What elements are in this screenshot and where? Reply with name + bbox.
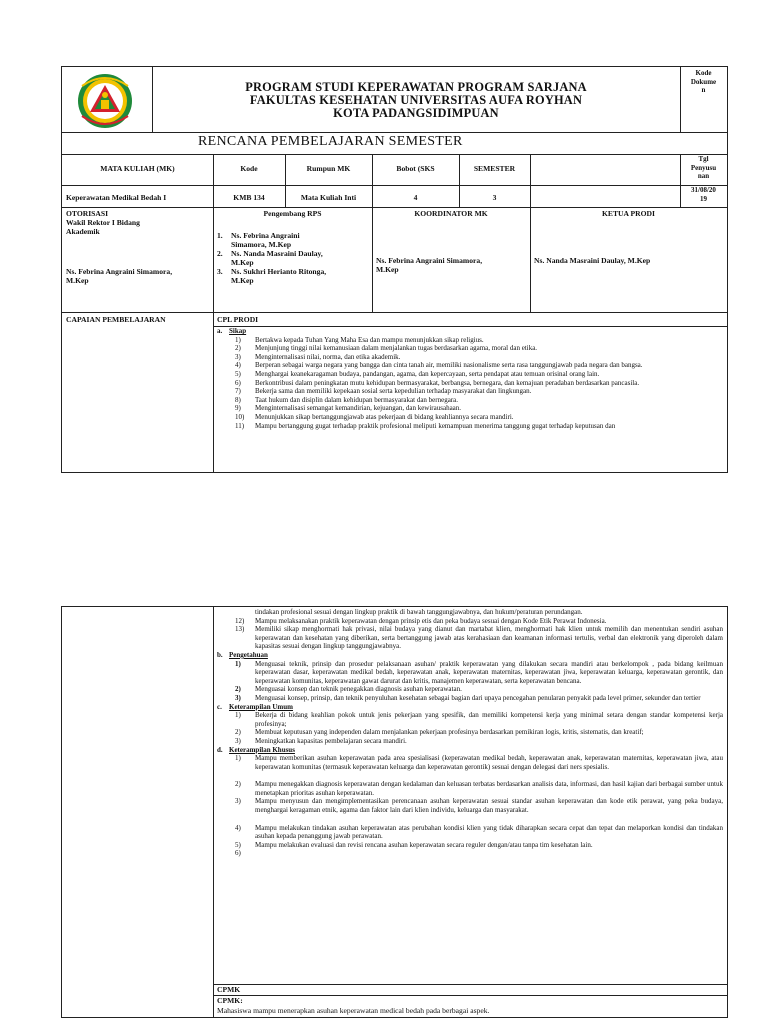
cpl-prodi-label: CPL PRODI (217, 315, 259, 324)
cpmk-label-2: CPMK: (217, 996, 243, 1005)
koordinator-name: Ns. Febrina Angraini Simamora, M.Kep (376, 256, 483, 274)
list-item: 5) Mampu melakukan evaluasi dan revisi rencana asuhan keperawatan secara reguler dengan/atau tanpa tim kesehatan lain. (235, 840, 593, 849)
section-keterampilan-umum: c. Keterampilan Umum (217, 702, 293, 711)
list-item: 4) Berperan sebagai warga negara yang bangga dan cinta tanah air, memiliki nasionalisme serta rasa tanggungjawab pada negara dan bangsa. (235, 361, 643, 370)
col-kode: Kode (240, 164, 258, 173)
otorisasi-block (66, 209, 211, 236)
list-item-continued: tindakan profesional sesuai dengan lingkup praktik di bawah tanggungjawabnya, dan hukum/peraturan perundangan. (255, 608, 583, 616)
list-item: 12) Mampu melaksanakan praktik keperawatan dengan prinsip etis dan peka budaya sesuai dengan Kode Etik Perawat Indonesia. (235, 616, 607, 625)
list-item: 3. Ns. Sukhri Herianto Ritonga, M.Kep (217, 267, 327, 285)
cell-rumpun: Mata Kuliah Inti (300, 193, 357, 202)
list-item: 2) Membuat keputusan yang independen dalam menjalankan pekerjaan profesinya berdasarkan pemikiran logis, kritis, sistematis, dan kreatif; (235, 728, 644, 737)
capaian-label: CAPAIAN PEMBELAJARAN (66, 315, 166, 324)
cell-bobot: 4 (413, 193, 418, 202)
cpl-list-page1 (217, 327, 723, 430)
koordinator-label: KOORDINATOR MK (414, 209, 488, 218)
list-item: 2) Mampu menegakkan diagnosis keperawatan dengan kedalaman dan keluasan terbatas berdasarkan analisis data, informasi, dan hasil kajian dari berbagai sumber untuk menetapkan prioritas asuhan keperawatan. (235, 780, 723, 797)
kode-dokumen-label: Kode Dokume n (690, 69, 717, 95)
document-page-1 (61, 66, 728, 473)
list-item: 2. Ns. Nanda Masraini Daulay, M.Kep (217, 249, 323, 267)
list-item: 1) Bekerja di bidang keahlian pokok untuk jenis pekerjaan yang spesifik, dan memiliki kompetensi kerja yang minimal setara dengan standar kompetensi kerja profesinya; (235, 711, 723, 728)
otorisasi-name: Ns. Febrina Angraini Simamora, M.Kep (66, 267, 173, 285)
list-item: 3) Meningkatkan kapasitas pembelajaran secara mandiri. (235, 736, 407, 745)
cell-kode: KMB 134 (233, 193, 265, 202)
section-pengetahuan: b. Pengetahuan (217, 650, 268, 659)
list-item: 2) Menjunjung tinggi nilai kemanusiaan dalam menjalankan tugas berdasarkan agama, moral dan etika. (235, 344, 538, 353)
cpmk-label: CPMK (217, 985, 241, 994)
document-title: RENCANA PEMBELAJARAN SEMESTER (198, 134, 463, 149)
cell-semester: 3 (492, 193, 497, 202)
list-item: 1) Mampu memberikan asuhan keperawatan pada area spesialisasi (keperawatan medikal bedah, keperawatan anak, keperawatan maternitas, keperawatan jiwa, atau keperawatan komunitas (termasuk keperawatan keluarga dan keperawatan gerontik) sesuai dengan delegasi dari ners spesialis. (235, 754, 723, 771)
list-item: 10) Menunjukkan sikap bertanggungjawab atas pekerjaan di bidang keahliannya secara mandiri. (235, 412, 514, 421)
cell-mata-kuliah: Keperawatan Medikal Bedah I (66, 193, 167, 202)
list-item: 7) Bekerja sama dan memiliki kepekaan sosial serta kepedulian terhadap masyarakat dan lingkungan. (235, 387, 532, 396)
list-item: 13) Memiliki sikap menghormati hak privasi, nilai budaya yang dianut dan martabat klien, menghormati hak klien untuk memilih dan menentukan sendiri asuhan keperawatan dan kesehatan yang diberikan, serta bertanggung jawab atas kerahasiaan dan keamanan informasi tertulis, verbal dan elektronik yang diperoleh dalam kapasitas sesuai dengan lingkup tanggungjawabnya. (235, 625, 723, 651)
pengembang-label: Pengembang RPS (263, 209, 322, 218)
list-item: 1) Bertakwa kepada Tuhan Yang Maha Esa dan mampu menunjukkan sikap religius. (235, 335, 484, 344)
faculty-title: FAKULTAS KESEHATAN UNIVERSITAS AUFA ROYHAN (249, 93, 583, 107)
otorisasi-label: OTORISASI (66, 209, 109, 218)
city-title: KOTA PADANGSIDIMPUAN (333, 106, 499, 120)
col-bobot: Bobot (SKS (396, 164, 435, 173)
list-item: 2) Menguasai konsep dan teknik penegakkan diagnosis asuhan keperawatan. (235, 685, 462, 694)
wakil-rektor-line: Wakil Rektor I Bidang (66, 218, 140, 227)
list-item: 9) Menginternalisasi semangat kemandirian, kejuangan, dan kewirausahaan. (235, 404, 462, 413)
list-item: 6) Berkontribusi dalam peningkatan mutu kehidupan bermasyarakat, berbangsa, bernegara, dan kemajuan peradaban berdasarkan pancasila. (235, 378, 640, 387)
ketua-name: Ns. Nanda Masraini Daulay, M.Kep (534, 256, 651, 265)
list-item: 5) Menghargai keanekaragaman budaya, pandangan, agama, dan kepercayaan, serta pendapat atau temuan orisinal orang lain. (235, 369, 600, 378)
program-title: PROGRAM STUDI KEPERAWATAN PROGRAM SARJANA (245, 80, 587, 94)
list-item: 8) Taat hukum dan disiplin dalam kehidupan bermasyarakat dan bernegara. (235, 395, 459, 404)
col-rumpun: Rumpun MK (306, 164, 351, 173)
list-item: 1) Menguasai teknik, prinsip dan prosedur pelaksanaan asuhan/ praktik keperawatan yang dilakukan secara mandiri atau berkelompok , pada bidang keilmuan keperawatan dasar, keperawatan medikal bedah, keperawatan anak, keperawatan maternitas, keperawatan jiwa, keperawatan keluarga, keperawatan gerontik, dan keperawatan komunitas, keperawatan gawat darurat dan kritis, manajemen keperawatan, serta keperawatan bencana. (235, 659, 723, 685)
wakil-rektor-line: Akademik (66, 227, 100, 236)
col-tgl-penyusunan: Tgl Penyusu nan (690, 155, 717, 181)
document-page-2 (61, 606, 728, 1018)
list-item: 3) Menguasai konsep, prinsip, dan teknik penyuluhan kesehatan sebagai bagian dari upaya pencegahan penularan penyakit pada level primer, sekunder dan tertier (235, 693, 701, 702)
cell-tgl-penyusunan: 31/08/20 19 (691, 186, 716, 203)
cpmk-text: Mahasiswa mampu menerapkan asuhan keperawatan medical bedah pada berbagai aspek. (217, 1006, 490, 1015)
list-item: 3) Menginternalisasi nilai, norma, dan etika akademik. (235, 352, 401, 361)
list-item: 1. Ns. Febrina Angraini Simamora, M.Kep (217, 231, 300, 249)
list-item: 3) Mampu menyusun dan mengimplementasikan perencanaan asuhan keperawatan sesuai standar asuhan keperawatan dan kode etik perawat, yang peka budaya, menghargai keragaman etnik, agama dan faktor lain dari klien individu, keluarga dan masyarakat. (235, 797, 723, 815)
pengembang-list (217, 231, 370, 285)
col-semester: SEMESTER (473, 164, 516, 173)
ketua-label: KETUA PRODI (602, 209, 655, 218)
col-mata-kuliah: MATA KULIAH (MK) (100, 164, 175, 173)
section-sikap: a. Sikap (217, 327, 247, 335)
cpl-list-page2: tindakan profesional sesuai dengan lingkup praktik di bawah tanggungjawabnya, dan hukum/peraturan perundangan. 12) Mampu melaksanakan praktik keperawatan dengan prinsip etis dan peka budaya sesuai dengan Kode Etik Perawat Indonesia. 13) Memiliki sikap menghormati hak privasi, nilai budaya yang dianut dan martabat klien, menghormati hak klien untuk memilih dan menentukan sendiri asuhan keperawatan dan kesehatan yang diberikan, serta bertanggung jawab atas kerahasiaan dan keamanan informasi tertulis, verbal dan elektronik yang diperoleh dalam kapasitas sesuai dengan lingkup tanggungjawabnya. b. Pengetahuan 1) Menguasai teknik, prinsip dan prosedur pelaksanaan asuhan/ praktik keperawatan yang dilakukan secara mandiri atau berkelompok , pada bidang keilmuan keperawatan dasar, keperawatan medikal bedah, keperawatan anak, keperawatan maternitas, keperawatan jiwa, keperawatan keluarga, keperawatan gerontik, dan keperawatan komunitas, keperawatan gawat darurat dan kritis, manajemen keperawatan, serta keperawatan bencana. 2) Menguasai konsep dan teknik penegakkan diagnosis asuhan keperawatan. 3) Menguasai konsep, prinsip, dan teknik penyuluhan kesehatan sebagai bagian dari upaya pencegahan penularan penyakit pada level primer, sekunder dan tertier c. Keterampilan Umum 1) Bekerja di bidang keahlian pokok untuk jenis pekerjaan yang spesifik, dan memiliki kompetensi kerja yang minimal setara dengan standar kompetensi kerja profesinya; 2) Membuat keputusan yang independen dalam menjalankan pekerjaan profesinya berdasarkan pemikiran logis, kritis, sistematis, dan kreatif; 3) Meningkatkan kapasitas pembelajaran secara mandiri. d. Keterampilan Khusus 1) Mampu memberikan asuhan keperawatan pada area spesialisasi (keperawatan medikal bedah, keperawatan anak, keperawatan maternitas, keperawatan jiwa, atau keperawatan komunitas (termasuk keperawatan keluarga dan keperawatan gerontik) sesuai dengan delegasi dari ners spesialis. 2) Mampu menegakkan diagnosis keperawatan dengan kedalaman dan keluasan terbatas berdasarkan analisis data, informasi, dan hasil kajian dari berbagai sumber untuk menetapkan prioritas asuhan keperawatan. 3) Mampu menyusun dan mengimplementasikan perencanaan asuhan keperawatan sesuai standar asuhan keperawatan dan kode etik perawat, yang peka budaya, menghargai keragaman etnik, agama dan faktor lain dari klien individu, keluarga dan masyarakat. 4) Mampu melakukan tindakan asuhan keperawatan atas perubahan kondisi klien yang tidak diharapkan secara cepat dan tepat dan melaporkan kondisi dan tindakan asuhan kepada penanggung jawab perawatan. 5) Mampu melakukan evaluasi dan revisi rencana asuhan keperawatan secara reguler dengan/atau tanpa tim kesehatan lain. 6) (217, 608, 723, 858)
list-item: 4) Mampu melakukan tindakan asuhan keperawatan atas perubahan kondisi klien yang tidak diharapkan secara cepat dan tepat dan melaporkan kondisi dan tindakan asuhan kepada penanggung jawab perawatan. (235, 823, 723, 841)
section-keterampilan-khusus: d. Keterampilan Khusus (217, 745, 295, 754)
list-item: 11) Mampu bertanggung gugat terhadap praktik profesional meliputi kemampuan menerima tanggung gugat terhadap keputusan dan (235, 421, 616, 430)
university-logo (68, 72, 142, 130)
